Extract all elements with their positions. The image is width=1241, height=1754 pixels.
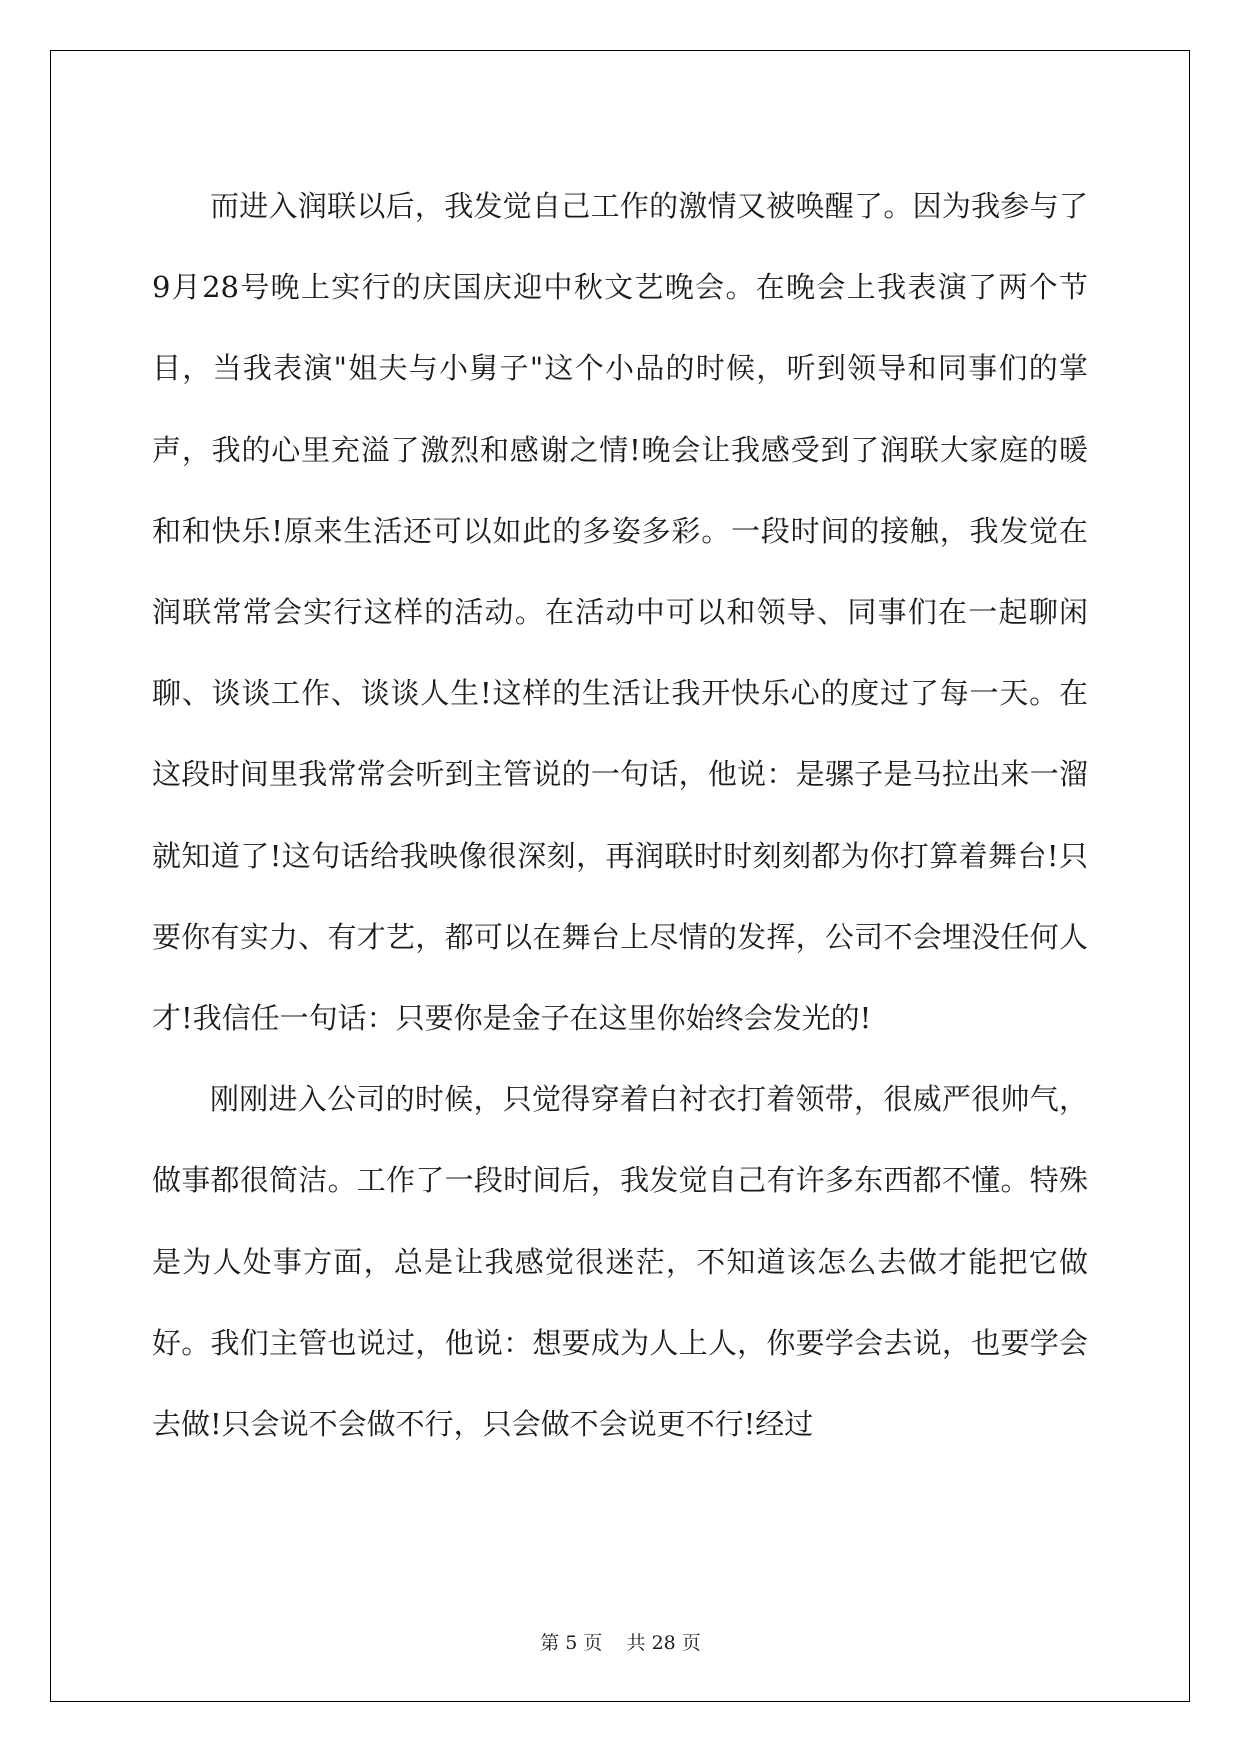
paragraph: 刚刚进入公司的时候，只觉得穿着白衬衣打着领带，很威严很帅气，做事都很简洁。工作了一段时间后，我发觉自己有许多东西都不懂。特殊是为人处事方面，总是让我感觉很迷茫，不知道该怎么去做才能把它做好。我们主管也说过，他说：想要成为人上人，你要学会去说，也要学会去做!只会说不会做不行，只会做不会说更不行!经过 bbox=[152, 1082, 1088, 1442]
page-total: 共 28 页 bbox=[626, 1632, 701, 1654]
paragraph: 而进入润联以后，我发觉自己工作的激情又被唤醒了。因为我参与了9月28号晚上实行的庆国庆迎中秋文艺晚会。在晚会上我表演了两个节目，当我表演"姐夫与小舅子"这个小品的时候，听到领导和同事们的掌声，我的心里充溢了激烈和感谢之情!晚会让我感受到了润联大家庭的暖和和快乐!原来生活还可以如此的多姿多彩。一段时间的接触，我发觉在润联常常会实行这样的活动。在活动中可以和领导、同事们在一起聊闲聊、谈谈工作、谈谈人生!这样的生活让我开快乐心的度过了每一天。在这段时间里我常常会听到主管说的一句话，他说：是骡子是马拉出来一溜就知道了!这句话给我映像很深刻，再润联时时刻刻都为你打算着舞台!只要你有实力、有才艺，都可以在舞台上尽情的发挥，公司不会埋没任何人才!我信任一句话：只要你是金子在这里你始终会发光的! bbox=[152, 189, 1088, 1036]
page-footer bbox=[0, 1628, 1241, 1655]
document-body bbox=[152, 166, 1088, 1465]
page-number: 第 5 页 bbox=[540, 1632, 603, 1654]
